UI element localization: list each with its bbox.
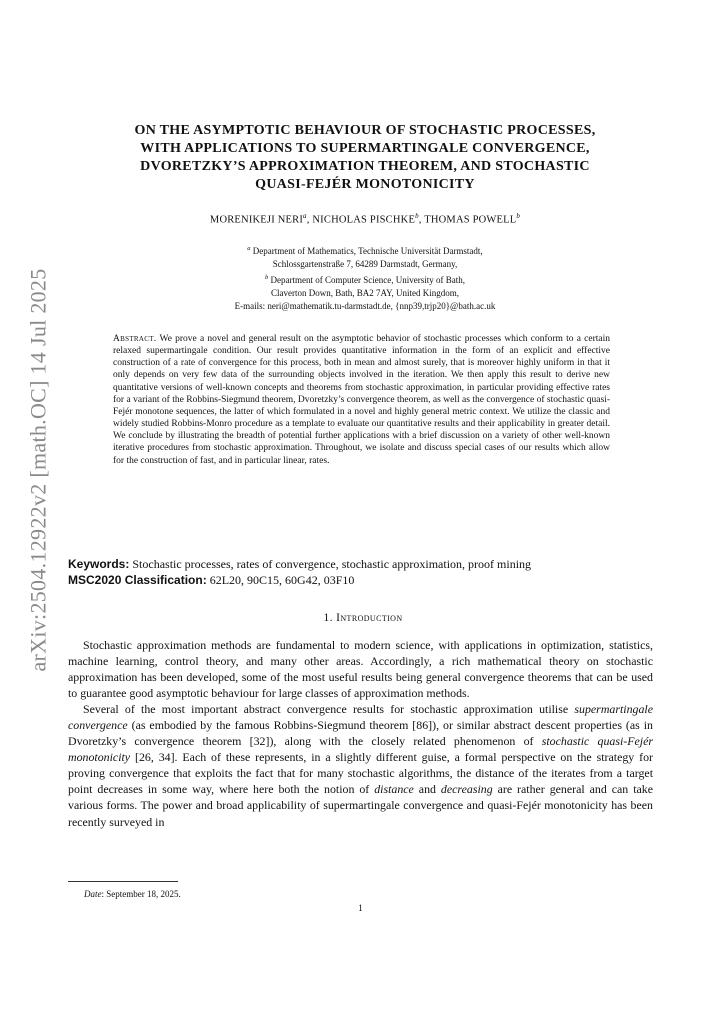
msc-text: 62L20, 90C15, 60G42, 03F10 — [209, 572, 355, 587]
author-emails: E-mails: neri@mathematik.tu-darmstadt.de, {nnp39,trjp20}@bath.ac.uk — [234, 301, 496, 311]
page-number: 1 — [358, 904, 363, 914]
affiliation-text: Department of Mathematics, Technische Universität Darmstadt, — [252, 246, 483, 256]
title-line: DVORETZKY’S APPROXIMATION THEOREM, AND STOCHASTIC — [140, 159, 590, 174]
paragraph-text: are rather general and can take various forms. The power and broad applicability of supermartingale convergence and quasi-Fejér monotonicity has been recently surveyed in — [68, 782, 653, 829]
title-line: QUASI-FEJÉR MONOTONICITY — [255, 177, 475, 192]
keywords-line — [68, 557, 658, 573]
keywords-block — [68, 557, 658, 588]
msc-label: MSC2020 Classification: — [68, 572, 207, 587]
msc-line — [68, 573, 658, 589]
introduction-body — [68, 637, 653, 830]
title-line: ON THE ASYMPTOTIC BEHAVIOUR OF STOCHASTIC PROCESSES, — [134, 123, 596, 138]
author-name: THOMAS POWELL — [424, 214, 517, 226]
paragraph-text: (as embodied by the famous Robbins-Siegmund theorem [86]), or similar abstract descent properties (as in Dvoretzky’s convergence theorem [32]), along with the closely related phenomenon of — [68, 718, 653, 749]
author-separator: , — [306, 214, 313, 226]
title-line: WITH APPLICATIONS TO SUPERMARTINGALE CONVERGENCE, — [140, 141, 590, 156]
paper-title — [80, 122, 650, 194]
paragraph-text: Stochastic approximation methods are fundamental to modern science, with applications in optimization, statistics, machine learning, control theory, and many other areas. Accordingly, a rich mathematical theory on stochastic approximation has been developed, some of the most useful results being general convergence theorems that can be used to guarantee good asymptotic behaviour for large classes of approximation methods. — [68, 638, 653, 701]
affiliation-mark: a — [303, 212, 307, 220]
author-name: NICHOLAS PISCHKE — [312, 214, 416, 226]
affiliation-a-address: Schlossgartenstraße 7, 64289 Darmstadt, Germany, — [272, 259, 458, 269]
arxiv-identifier — [22, 268, 56, 672]
paragraph — [68, 701, 653, 829]
arxiv-identifier-text: arXiv:2504.12922v2 [math.OC] 14 Jul 2025 — [26, 268, 51, 672]
author-separator: , — [418, 214, 425, 226]
section-heading: 1. Introduction — [323, 612, 403, 624]
keywords-label: Keywords: — [68, 557, 130, 571]
affiliation-a — [120, 242, 610, 258]
footnote-divider — [68, 881, 178, 882]
abstract-text: We prove a novel and general result on the asymptotic behavior of stochastic processes which conform to a certain relaxed supermartingale condition. Our result provides quantitative information in the form of an explicit and effective construction of a rate of convergence for this process, both in mean and almost surely, that is moreover highly uniform in that it only depends on very few data of the surrounding objects involved in the iteration. We then apply this result to derive new quantitative versions of well-known concepts and theorems from stochastic approximation, in particular providing effective rates for a variant of the Robbins-Siegmund theorem, Dvoretzky’s convergence theorem, as well as the convergence of stochastic quasi-Fejér monotone sequences, the latter of which formulated in a novel and highly general metric context. We utilize the classic and widely studied Robbins-Monro procedure as a template to evaluate our quantitative results and their applicability in greater detail. We conclude by illustrating the breadth of potential further applications with a brief discussion on a variety of other well-known iterative procedures from stochastic approximation. Throughout, we isolate and discuss special cases of our results which allow for the construction of fast, and in particular linear, rates. — [113, 334, 610, 466]
abstract-label: Abstract. — [113, 334, 157, 344]
affiliation-text: Department of Computer Science, University of Bath, — [270, 275, 465, 285]
affiliation-mark: b — [415, 212, 419, 220]
emphasis: decreasing — [440, 782, 493, 797]
affiliation-b — [120, 271, 610, 287]
abstract — [113, 333, 610, 467]
affiliation-mark: a — [247, 245, 251, 252]
affiliation-mark: b — [265, 274, 269, 281]
affiliations — [120, 242, 610, 313]
paragraph-text: [26, 34]. Each of these represents, in a slightly different guise, a formal perspective on the strategy for proving convergence that exploits the fact that for many stochastic algorithms, the distance of the iterates from a target point decreases in some way, where here both the notion of — [68, 750, 653, 797]
footnote-label: Date — [84, 889, 102, 899]
keywords-text: Stochastic processes, rates of convergence, stochastic approximation, proof mining — [132, 557, 532, 571]
footnote-text: : September 18, 2025. — [101, 889, 181, 899]
emphasis: distance — [374, 782, 414, 797]
paragraph-text: Several of the most important abstract convergence results for stochastic approximation utilise — [83, 702, 575, 717]
footnote — [84, 889, 181, 899]
paragraph — [68, 637, 653, 701]
author-list — [80, 212, 650, 226]
emphasis: supermartingale convergence — [68, 702, 653, 733]
affiliation-mark: b — [516, 212, 521, 220]
affiliation-b-address: Claverton Down, Bath, BA2 7AY, United Kingdom, — [271, 288, 459, 298]
author-name: MORENIKEJI NERI — [209, 214, 304, 226]
paragraph-text: and — [413, 782, 441, 797]
emphasis: stochastic quasi-Fejér monotonicity — [68, 734, 654, 765]
